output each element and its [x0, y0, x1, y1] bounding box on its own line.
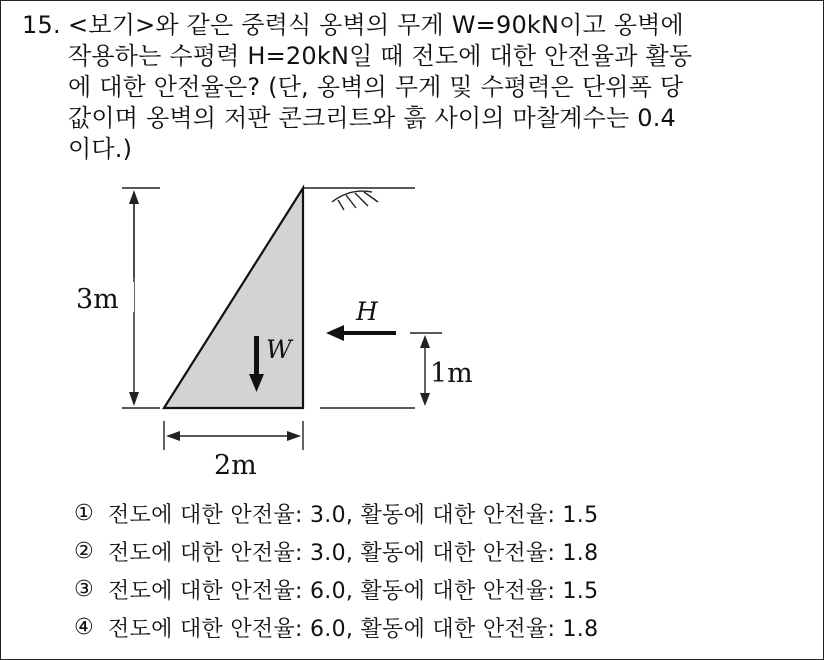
choice-text: 전도에 대한 안전율: 3.0, 활동에 대한 안전율: 1.8 [108, 540, 599, 566]
force-height-label: 1m [430, 358, 473, 389]
retaining-wall-diagram [70, 178, 510, 483]
choice-3[interactable] [74, 570, 794, 608]
answer-choices [74, 494, 794, 646]
question-line-2: 작용하는 수평력 H=20kN일 때 전도에 대한 안전율과 활동 [68, 42, 693, 70]
choice-text: 전도에 대한 안전율: 6.0, 활동에 대한 안전율: 1.8 [108, 616, 599, 642]
choice-2[interactable] [74, 532, 794, 570]
force-h-arrow-icon [326, 325, 396, 341]
width-arrow-right-icon [287, 431, 301, 441]
choice-number: ① [74, 500, 94, 526]
weight-label: W [266, 335, 292, 364]
height-arrow-top-icon [129, 190, 139, 204]
choice-text: 전도에 대한 안전율: 3.0, 활동에 대한 안전율: 1.5 [108, 502, 599, 528]
question-line-4: 값이며 옹벽의 저판 콘크리트와 흙 사이의 마찰계수는 0.4 [68, 104, 677, 132]
retaining-wall-figure [70, 178, 510, 483]
question-number: 15. [22, 11, 61, 39]
soil-hatch-icon [332, 191, 378, 210]
force-height-arrow-top-icon [420, 335, 430, 348]
width-arrow-left-icon [166, 431, 180, 441]
question-line-5: 이다.) [68, 135, 133, 163]
width-label: 2m [214, 450, 257, 481]
force-h-label: H [356, 297, 378, 326]
height-arrow-bottom-icon [129, 392, 139, 406]
choice-number: ③ [74, 576, 94, 602]
choice-number: ② [74, 538, 94, 564]
wall-body [164, 188, 303, 408]
question-text: <보기>와 같은 중력식 옹벽의 무게 W=90kN이고 옹벽에 [68, 11, 684, 39]
choice-text: 전도에 대한 안전율: 6.0, 활동에 대한 안전율: 1.5 [108, 578, 599, 604]
question-line-1 [22, 10, 812, 41]
force-height-arrow-bottom-icon [420, 393, 430, 406]
width-dimension [164, 421, 303, 450]
choice-4[interactable] [74, 608, 794, 646]
question-line-3: 에 대한 안전율은? (단, 옹벽의 무게 및 수평력은 단위폭 당 [68, 73, 684, 101]
choice-number: ④ [74, 614, 94, 640]
choice-1[interactable] [74, 494, 794, 532]
question-stem [22, 10, 812, 165]
height-label: 3m [76, 284, 119, 315]
